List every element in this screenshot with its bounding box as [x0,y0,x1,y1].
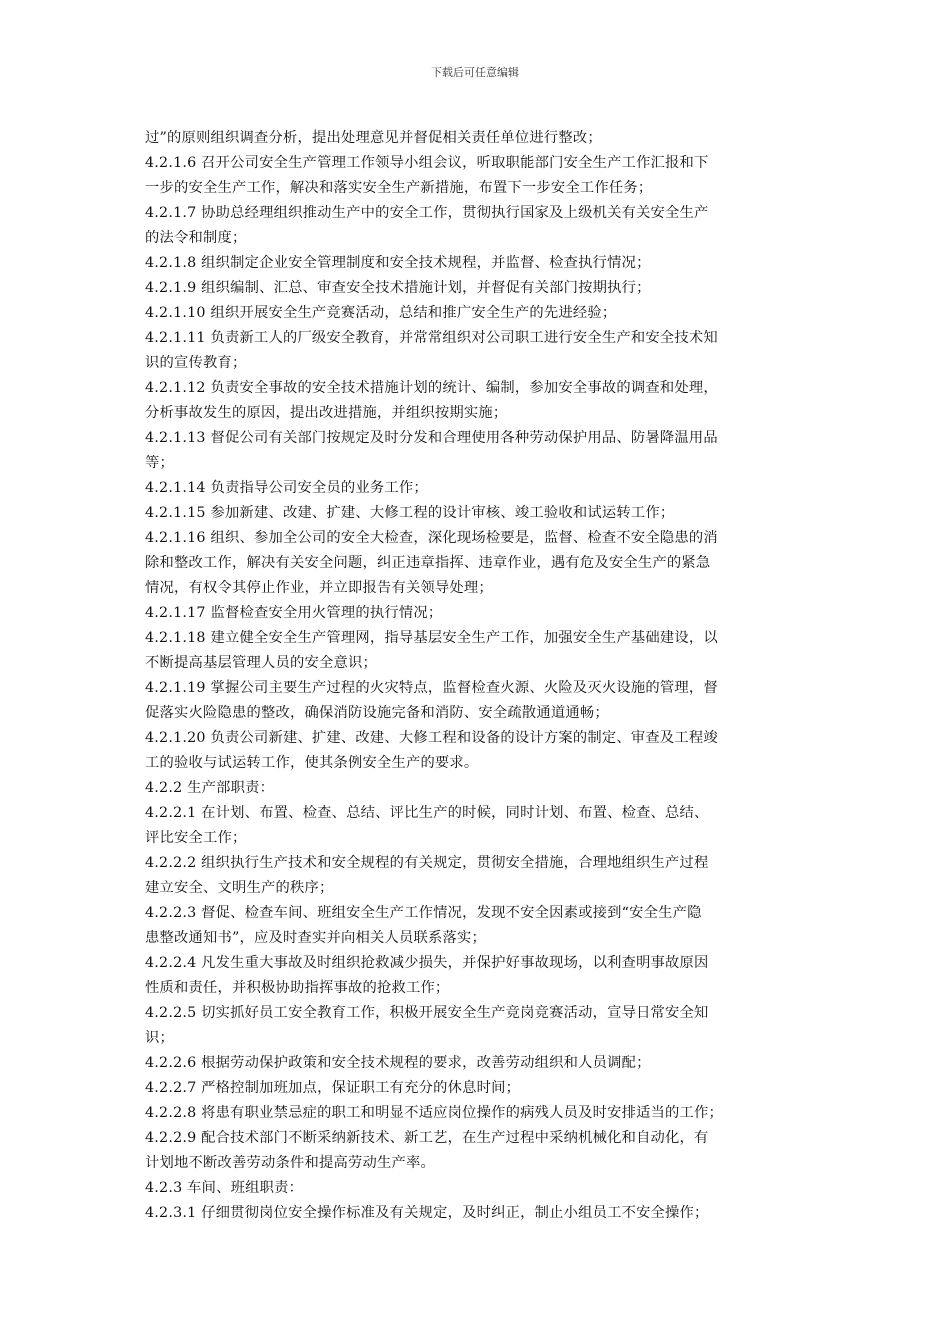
text-line: 4.2.1.12 负责安全事故的安全技术措施计划的统计、编制，参加安全事故的调查和处理， [145,380,718,396]
text-line: 评比安全工作； [145,830,247,846]
text-line: 4.2.2 生产部职责： [145,780,275,796]
text-line: 等； [145,455,174,471]
text-line: 不断提高基层管理人员的安全意识； [145,655,377,671]
text-line: 性质和责任，并积极协助指挥事故的抢救工作； [145,980,450,996]
text-line: 情况，有权令其停止作业，并立即报告有关领导处理； [145,580,493,596]
text-line: 促落实火险隐患的整改，确保消防设施完备和消防、安全疏散通道通畅； [145,705,609,721]
text-line: 4.2.1.7 协助总经理组织推动生产中的安全工作，贯彻执行国家及上级机关有关安全生产 [145,205,709,221]
text-line: 4.2.1.10 组织开展安全生产竞赛活动，总结和推广安全生产的先进经验； [145,305,617,321]
text-line: 4.2.1.17 监督检查安全用火管理的执行情况； [145,605,443,621]
text-line: 4.2.2.1 在计划、布置、检查、总结、评比生产的时候，同时计划、布置、检查、总结、 [145,805,709,821]
text-line: 4.2.1.9 组织编制、汇总、审查安全技术措施计划，并督促有关部门按期执行； [145,280,651,296]
text-line: 一步的安全生产工作，解决和落实安全生产新措施，布置下一步安全工作任务； [145,180,653,196]
text-line: 4.2.2.9 配合技术部门不断采纳新技术、新工艺，在生产过程中采纳机械化和自动化，有 [145,1130,709,1146]
text-line: 患整改通知书”，应及时查实并向相关人员联系落实； [145,930,486,946]
text-line: 4.2.3 车间、班组职责： [145,1180,304,1196]
text-line: 计划地不断改善劳动条件和提高劳动生产率。 [145,1155,435,1171]
text-line: 4.2.1.13 督促公司有关部门按规定及时分发和合理使用各种劳动保护用品、防暑降温用品 [145,430,718,446]
text-line: 4.2.1.20 负责公司新建、扩建、改建、大修工程和设备的设计方案的制定、审查及工程竣 [145,730,718,746]
text-line: 分析事故发生的原因，提出改进措施，并组织按期实施； [145,405,508,421]
text-line: 4.2.2.7 严格控制加班加点，保证职工有充分的休息时间； [145,1080,521,1096]
text-line: 4.2.2.8 将患有职业禁忌症的职工和明显不适应岗位操作的病残人员及时安排适当的工作； [145,1105,724,1121]
text-line: 4.2.2.4 凡发生重大事故及时组织抢救减少损失，并保护好事故现场，以利查明事故原因 [145,955,709,971]
text-line: 的法令和制度； [145,230,247,246]
text-line: 4.2.1.15 参加新建、改建、扩建、大修工程的设计审核、竣工验收和试运转工作； [145,505,675,521]
text-line: 4.2.2.5 切实抓好员工安全教育工作，积极开展安全生产竞岗竞赛活动，宣导日常安全知 [145,1005,709,1021]
page-header: 下载后可任意编辑 [431,66,519,79]
text-line: 4.2.3.1 仔细贯彻岗位安全操作标准及有关规定，及时纠正，制止小组员工不安全操作； [145,1205,709,1221]
text-line: 识； [145,1030,174,1046]
text-line: 4.2.1.6 召开公司安全生产管理工作领导小组会议，听取职能部门安全生产工作汇报和下 [145,155,709,171]
text-line: 除和整改工作，解决有关安全问题，纠正违章指挥、违章作业，遇有危及安全生产的紧急 [145,555,711,571]
text-line: 4.2.1.19 掌握公司主要生产过程的火灾特点，监督检查火源、火险及灭火设施的管理，督 [145,680,718,696]
text-line: 过”的原则组织调查分析，提出处理意见并督促相关责任单位进行整改； [145,130,602,146]
text-line: 4.2.1.14 负责指导公司安全员的业务工作； [145,480,428,496]
text-line: 建立安全、文明生产的秩序； [145,880,334,896]
text-line: 4.2.1.11 负责新工人的厂级安全教育，并常常组织对公司职工进行安全生产和安全技术知 [145,330,718,346]
text-line: 4.2.2.6 根据劳动保护政策和安全技术规程的要求，改善劳动组织和人员调配； [145,1055,651,1071]
text-line: 4.2.1.18 建立健全安全生产管理网，指导基层安全生产工作，加强安全生产基础建设，以 [145,630,718,646]
text-line: 4.2.1.8 组织制定企业安全管理制度和安全技术规程，并监督、检查执行情况； [145,255,651,271]
text-line: 识的宣传教育； [145,355,247,371]
document-body [145,126,810,1226]
text-line: 4.2.2.2 组织执行生产技术和安全规程的有关规定，贯彻安全措施，合理地组织生产过程 [145,855,709,871]
text-line: 4.2.1.16 组织、参加全公司的安全大检查，深化现场检要是，监督、检查不安全隐患的消 [145,530,718,546]
text-line: 4.2.2.3 督促、检查车间、班组安全生产工作情况，发现不安全因素或接到“安全生产隐 [145,905,702,921]
text-line: 工的验收与试运转工作，使其条例安全生产的要求。 [145,755,479,771]
